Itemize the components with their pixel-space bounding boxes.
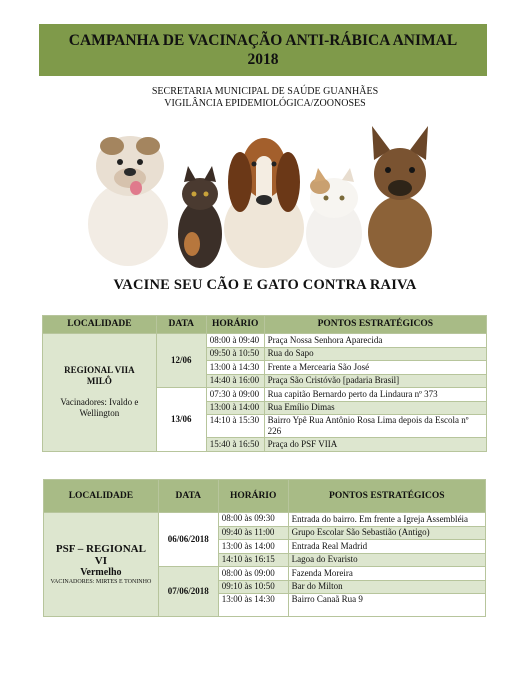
place-cell: Rua capitão Bernardo perto da Lindaura nº 373	[264, 388, 486, 402]
basset-hound-image	[224, 138, 304, 268]
persian-cat-image	[306, 168, 362, 268]
date-cell: 12/06	[156, 334, 206, 388]
time-cell: 15:40 à 16:50	[206, 438, 264, 452]
time-cell: 09:40 às 11:00	[218, 526, 288, 540]
schedule-table-regional-viia	[42, 315, 487, 452]
region-name: PSF – REGIONAL VI	[55, 543, 146, 567]
time-cell: 08:00 às 09:30	[218, 513, 288, 527]
time-cell: 07:30 à 09:00	[206, 388, 264, 402]
place-cell: Praça Nossa Senhora Aparecida	[264, 334, 486, 348]
date-cell: 13/06	[156, 388, 206, 452]
place-cell: Lagoa do Evaristo	[288, 553, 485, 567]
place-cell: Frente a Mercearia São José	[264, 361, 486, 375]
place-cell: Entrada Real Madrid	[288, 540, 485, 554]
place-cell: Rua Emílio Dimas	[264, 401, 486, 415]
date-cell: 06/06/2018	[158, 513, 218, 567]
campaign-title: CAMPANHA DE VACINAÇÃO ANTI-RÁBICA ANIMAL	[68, 32, 458, 49]
time-cell: 14:10 às 16:15	[218, 553, 288, 567]
table-header-row	[43, 316, 487, 334]
header-horario: HORÁRIO	[206, 316, 264, 334]
place-cell: Praça do PSF VIIA	[264, 438, 486, 452]
time-cell: 14:40 à 16:00	[206, 374, 264, 388]
region-name: REGIONAL VIIA MILÔ	[64, 365, 135, 387]
time-cell: 08:00 às 09:00	[218, 567, 288, 581]
header-localidade: LOCALIDADE	[44, 480, 159, 513]
place-cell: Praça São Cristóvão [padaria Brasil]	[264, 374, 486, 388]
table-row	[43, 334, 487, 348]
campaign-title-banner	[39, 24, 487, 76]
time-cell: 13:00 à 14:00	[206, 401, 264, 415]
date-cell: 07/06/2018	[158, 567, 218, 617]
place-cell: Grupo Escolar São Sebastião (Antigo)	[288, 526, 485, 540]
department-name: VIGILÂNCIA EPIDEMIOLÓGICA/ZOONOSES	[164, 98, 366, 109]
location-cell	[43, 334, 157, 452]
place-cell: Entrada do bairro. Em frente a Igreja Assembléia	[288, 513, 485, 527]
vaccinators: Vacinadores: Ivaldo e Wellington	[60, 397, 139, 419]
location-cell	[44, 513, 159, 617]
french-bulldog-image	[368, 126, 432, 268]
neighborhood-name: Vermelho	[80, 567, 122, 578]
header-localidade: LOCALIDADE	[43, 316, 157, 334]
time-cell: 13:00 às 14:30	[218, 594, 288, 617]
header-data: DATA	[158, 480, 218, 513]
schedule-table-regional-vi	[43, 479, 486, 617]
time-cell: 13:00 às 14:00	[218, 540, 288, 554]
time-cell: 09:50 à 10:50	[206, 347, 264, 361]
header-pontos: PONTOS ESTRATÉGICOS	[288, 480, 485, 513]
place-cell: Fazenda Moreira	[288, 567, 485, 581]
place-cell: Rua do Sapo	[264, 347, 486, 361]
place-cell: Bairro Ypê Rua Antônio Rosa Lima depois da Escola nº 226	[264, 415, 486, 438]
bulldog-image	[88, 136, 168, 266]
vaccinators: VACINADORES: MIRTES E TONINHO	[50, 579, 152, 585]
place-cell: Bar do Milton	[288, 580, 485, 594]
campaign-year: 2018	[247, 51, 279, 68]
time-cell: 14:10 à 15:30	[206, 415, 264, 438]
slogan: VACINE SEU CÃO E GATO CONTRA RAIVA	[113, 277, 417, 293]
pets-photo	[82, 116, 446, 270]
header-pontos: PONTOS ESTRATÉGICOS	[264, 316, 486, 334]
header-data: DATA	[156, 316, 206, 334]
header-horario: HORÁRIO	[218, 480, 288, 513]
table-header-row	[44, 480, 486, 513]
kitten-image	[178, 166, 222, 268]
time-cell: 09:10 às 10:50	[218, 580, 288, 594]
secretariat-name: SECRETARIA MUNICIPAL DE SAÚDE GUANHÃES	[151, 86, 379, 97]
time-cell: 13:00 à 14:30	[206, 361, 264, 375]
time-cell: 08:00 à 09:40	[206, 334, 264, 348]
place-cell: Bairro Canaã Rua 9	[288, 594, 485, 617]
